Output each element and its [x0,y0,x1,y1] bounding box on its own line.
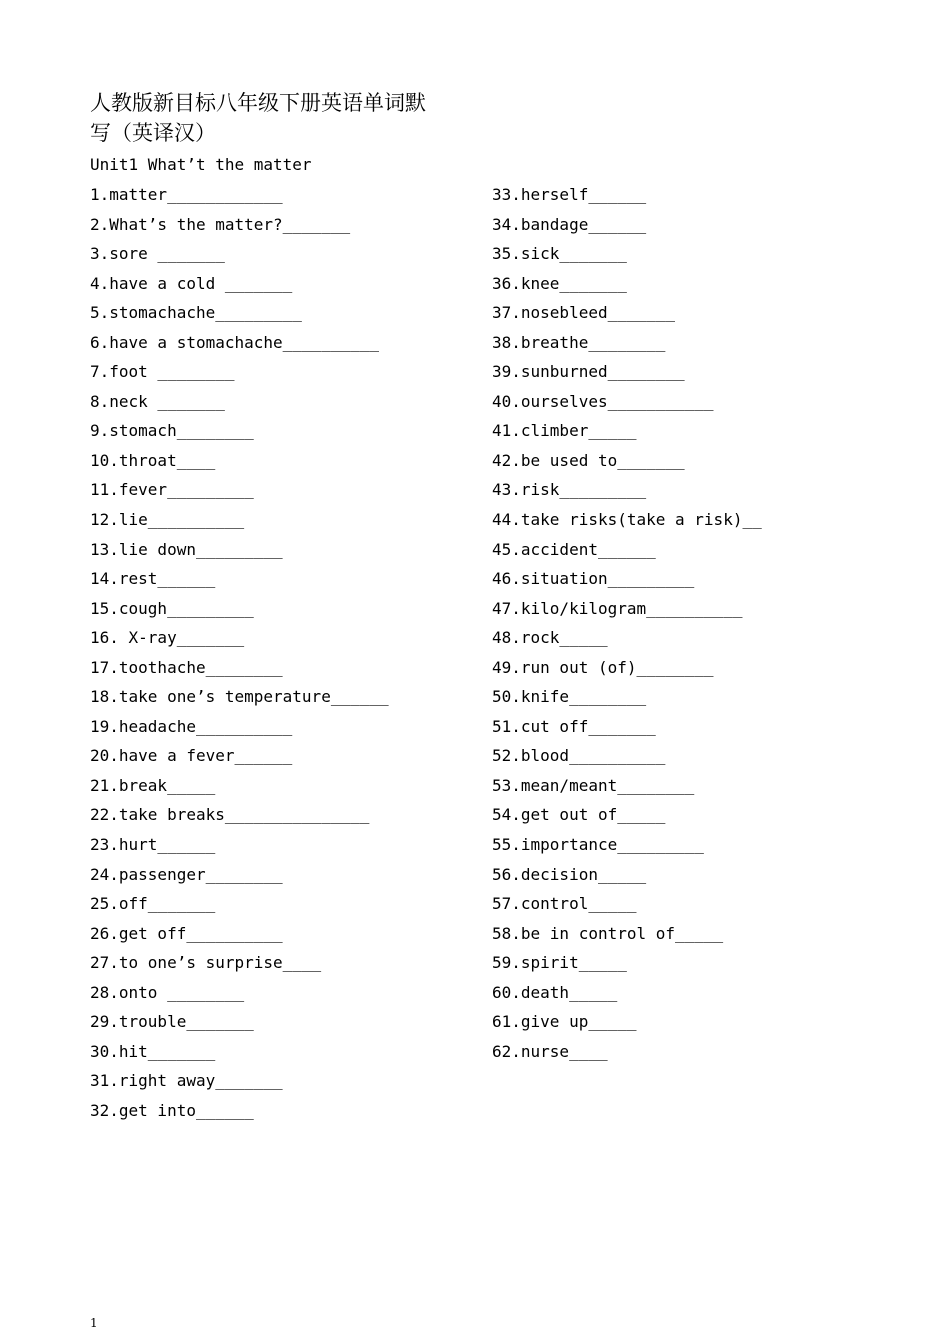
vocab-item: 4.have a cold _______ [90,273,293,293]
vocab-item: 25.off_______ [90,894,216,914]
vocab-item: 48.rock_____ [492,628,608,648]
vocab-item: 26.get off__________ [90,923,283,943]
vocab-item: 10.throat____ [90,450,216,470]
vocab-item: 34.bandage______ [492,214,647,234]
title-line-1: 人教版新目标八年级下册英语单词默 [90,91,426,115]
vocab-item: 19.headache__________ [90,716,293,736]
vocab-item: 44.take risks(take a risk)__ [492,510,762,530]
vocab-item: 32.get into______ [90,1100,254,1120]
vocab-item: 55.importance_________ [492,835,704,855]
vocab-item: 12.lie__________ [90,510,245,530]
vocab-item: 15.cough_________ [90,598,254,618]
vocab-item: 31.right away_______ [90,1071,283,1091]
vocab-item: 17.toothache________ [90,657,283,677]
vocab-item: 49.run out (of)________ [492,657,714,677]
vocab-item: 30.hit_______ [90,1041,216,1061]
vocab-item: 58.be in control of_____ [492,923,724,943]
vocab-item: 9.stomach________ [90,421,254,441]
vocab-item: 3.sore _______ [90,244,225,264]
vocab-item: 60.death_____ [492,982,618,1002]
vocab-item: 37.nosebleed_______ [492,303,676,323]
vocab-item: 5.stomachache_________ [90,303,302,323]
vocab-item: 43.risk_________ [492,480,647,500]
vocab-item: 13.lie down_________ [90,539,283,559]
vocab-item: 40.ourselves___________ [492,391,714,411]
vocab-item: 51.cut off_______ [492,716,656,736]
vocab-item: 41.climber_____ [492,421,637,441]
vocab-item: 28.onto ________ [90,982,245,1002]
vocab-item: 50.knife________ [492,687,647,707]
vocab-item: 24.passenger________ [90,864,283,884]
unit-heading: Unit1 What’t the matter [90,155,312,174]
vocab-item: 1.matter____________ [90,185,283,204]
right-word-list [492,182,912,1068]
vocab-item: 8.neck _______ [90,391,225,411]
vocab-item: 42.be used to_______ [492,450,685,470]
vocab-item: 38.breathe________ [492,332,666,352]
vocab-item: 52.blood__________ [492,746,666,766]
vocab-item: 46.situation_________ [492,569,695,589]
vocab-item: 14.rest______ [90,569,216,589]
vocab-item: 16. X-ray_______ [90,628,245,648]
vocab-item: 36.knee_______ [492,273,627,293]
vocab-item: 45.accident______ [492,539,656,559]
vocab-item: 39.sunburned________ [492,362,685,382]
vocab-item: 27.to one’s surprise____ [90,953,322,973]
vocab-item: 22.take breaks_______________ [90,805,370,825]
vocab-item: 54.get out of_____ [492,805,666,825]
vocab-item: 53.mean/meant________ [492,775,695,795]
vocab-item: 6.have a stomachache__________ [90,332,379,352]
vocab-item: 56.decision_____ [492,864,647,884]
vocab-item: 47.kilo/kilogram__________ [492,598,743,618]
vocab-item: 2.What’s the matter?_______ [90,214,351,234]
vocab-item: 33.herself______ [492,185,647,204]
vocab-item: 23.hurt______ [90,835,216,855]
vocab-item: 7.foot ________ [90,362,235,382]
vocab-item: 57.control_____ [492,894,637,914]
vocab-item: 18.take one’s temperature______ [90,687,389,707]
vocab-item: 59.spirit_____ [492,953,627,973]
vocab-item: 11.fever_________ [90,480,254,500]
title-line-2: 写（英译汉） [90,121,216,145]
vocab-item: 20.have a fever______ [90,746,293,766]
vocab-item: 21.break_____ [90,775,216,795]
page-number: 1 [90,1316,98,1330]
vocab-item: 62.nurse____ [492,1041,608,1061]
vocab-item: 35.sick_______ [492,244,627,264]
document-title [90,88,490,148]
vocab-item: 61.give up_____ [492,1012,637,1032]
vocab-item: 29.trouble_______ [90,1012,254,1032]
left-word-list [90,182,480,1128]
